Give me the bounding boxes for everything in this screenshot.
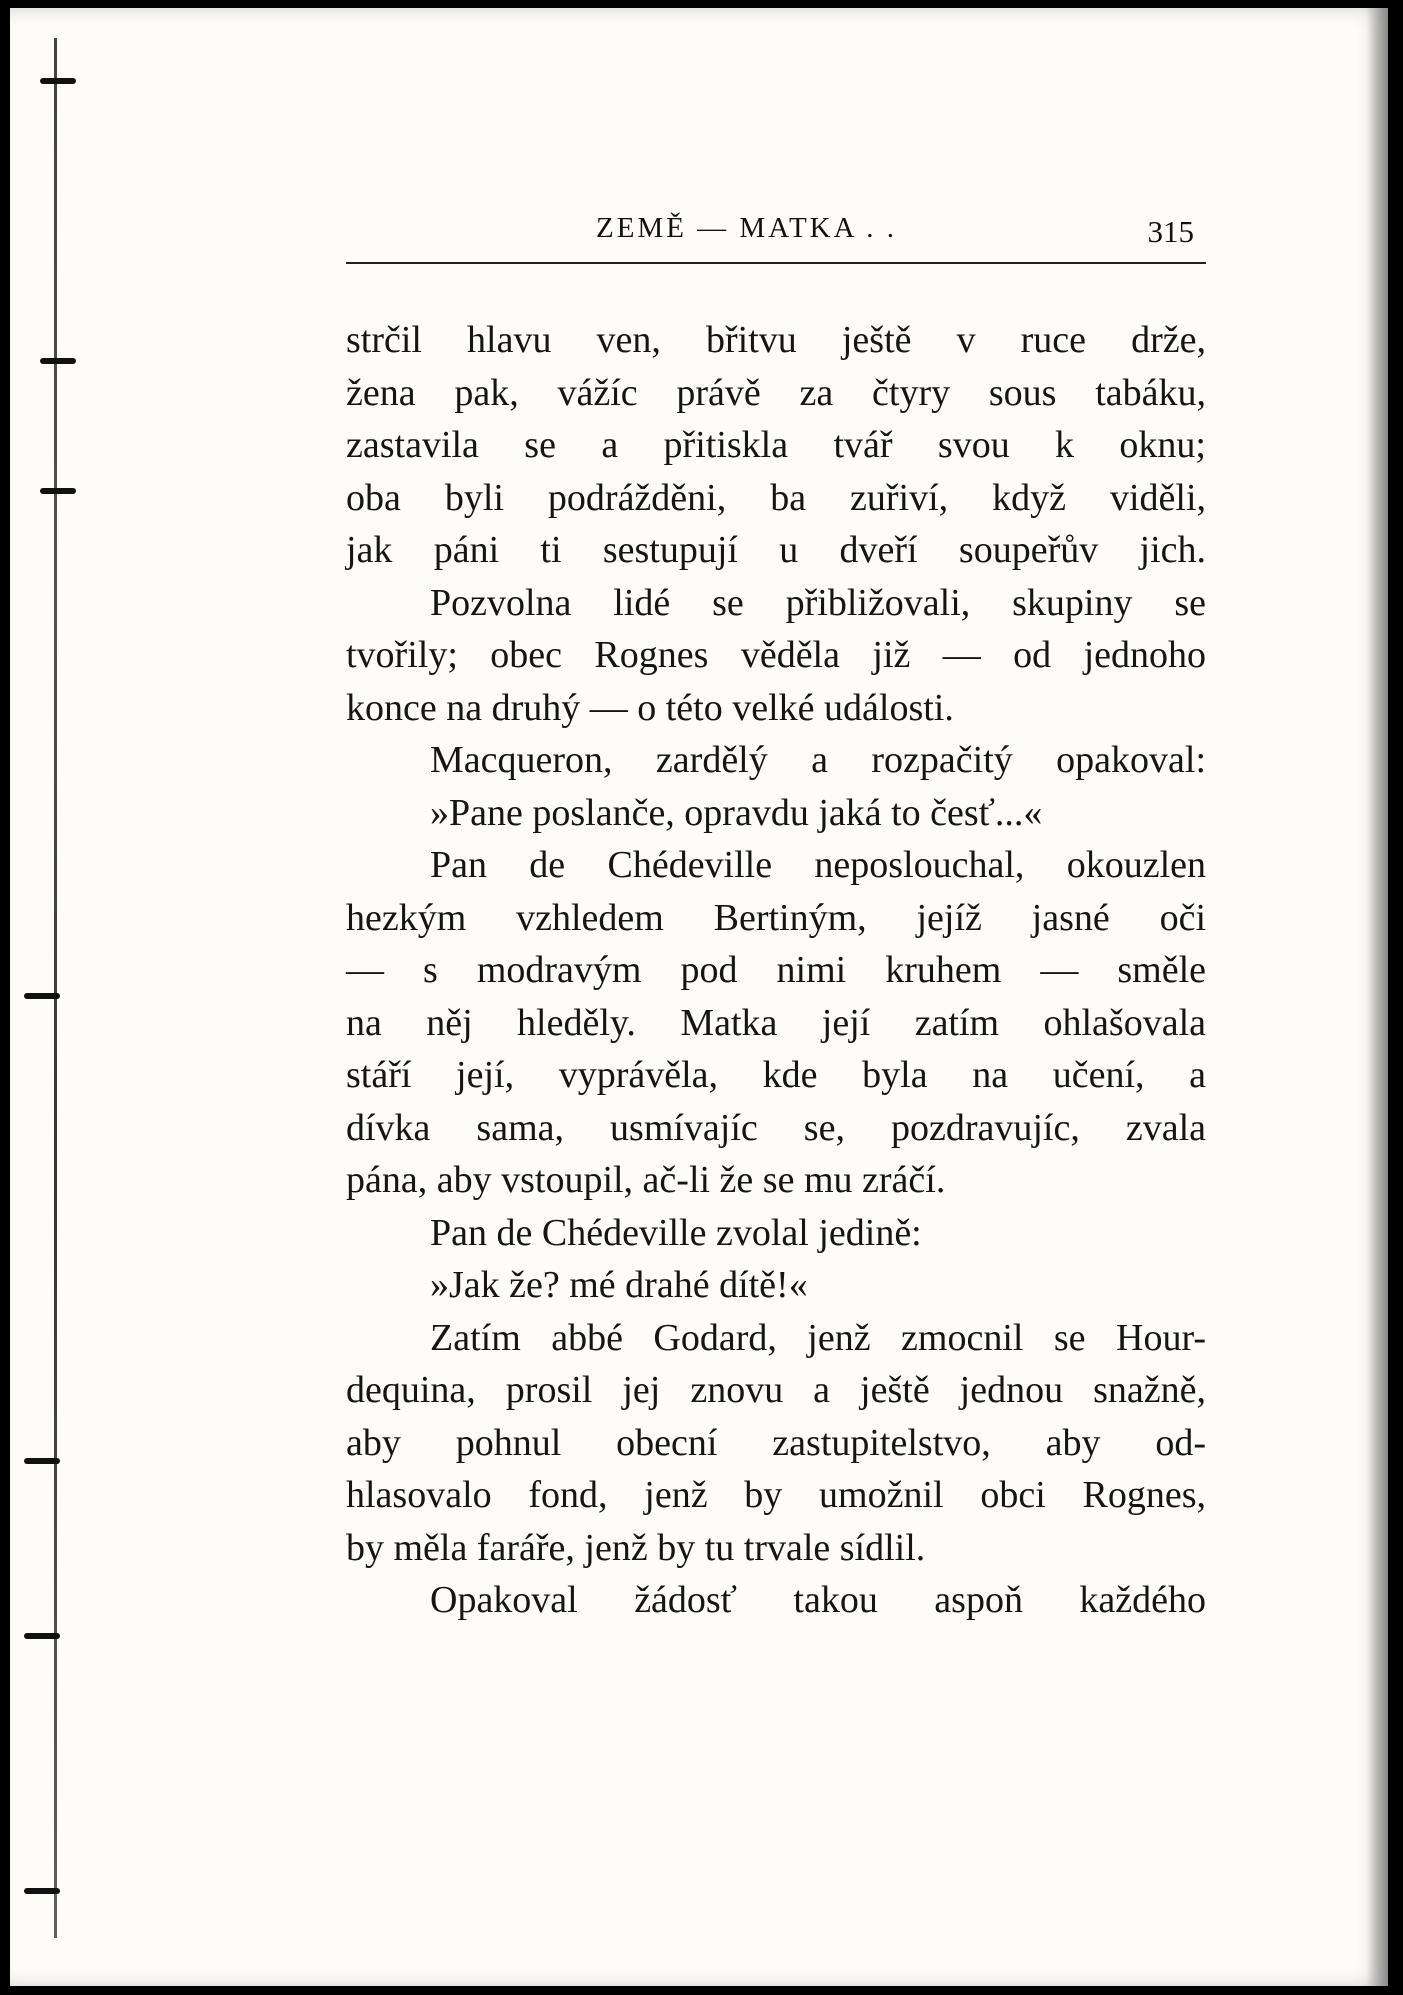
header-rule: [346, 262, 1206, 264]
text-line: hlasovalo fond, jenž by umožnil obci Rognes,: [346, 1474, 1206, 1516]
text-line: pána, aby vstoupil, ač-li že se mu zráčí.: [346, 1159, 946, 1201]
text-line: »Jak že? mé drahé dítě!«: [430, 1264, 808, 1306]
binding-mark: [24, 1633, 60, 1639]
binding-mark: [24, 993, 60, 999]
binding-mark: [40, 358, 76, 364]
text-line: dequina, prosil jej znovu a ještě jednou snažně,: [346, 1369, 1206, 1411]
text-line: tvořily; obec Rognes věděla již — od jednoho: [346, 634, 1206, 676]
text-line: Pan de Chédeville zvolal jedině:: [430, 1211, 922, 1254]
page-edge-shadow: [1366, 8, 1388, 1986]
running-title: ZEMĚ — MATKA . .: [596, 212, 897, 244]
text-line: Zatím abbé Godard, jenž zmocnil se Hour-: [430, 1316, 1206, 1359]
binding-mark: [40, 488, 76, 494]
text-line: Pozvolna lidé se přibližovali, skupiny se: [430, 581, 1206, 624]
book-page: [10, 8, 1388, 1986]
text-line: Macqueron, zardělý a rozpačitý opakoval:: [430, 739, 1206, 781]
binding-mark: [24, 1458, 60, 1464]
text-line: konce na druhý — o této velké události.: [346, 686, 954, 729]
text-line: žena pak, vážíc právě za čtyry sous tabáku,: [346, 371, 1206, 414]
running-header: [346, 204, 1206, 264]
binding-line: [54, 38, 57, 1938]
binding-mark: [40, 78, 76, 84]
text-line: stáří její, vyprávěla, kde byla na učení, a: [346, 1054, 1206, 1096]
text-line: dívka sama, usmívajíc se, pozdravujíc, zvala: [346, 1106, 1206, 1149]
text-line: oba byli podrážděni, ba zuřiví, když viděli,: [346, 476, 1206, 519]
text-line: by měla faráře, jenž by tu trvale sídlil.: [346, 1526, 926, 1569]
text-line: Opakoval žádosť takou aspoň každého: [430, 1579, 1206, 1621]
text-line: Pan de Chédeville neposlouchal, okouzlen: [430, 844, 1206, 886]
body-text: [346, 314, 1206, 1627]
text-line: »Pane poslanče, opravdu jaká to česť...«: [430, 791, 1043, 834]
text-line: hezkým vzhledem Bertiným, jejíž jasné oči: [346, 896, 1206, 939]
text-line: — s modravým pod nimi kruhem — směle: [346, 949, 1206, 991]
text-line: aby pohnul obecní zastupitelstvo, aby od-: [346, 1421, 1206, 1464]
text-line: jak páni ti sestupují u dveří soupeřův jich.: [346, 529, 1206, 571]
text-line: na něj hleděly. Matka její zatím ohlašovala: [346, 1001, 1206, 1044]
text-line: zastavila se a přitiskla tvář svou k oknu;: [346, 424, 1206, 466]
page-number: 315: [1147, 214, 1194, 249]
text-line: strčil hlavu ven, břitvu ještě v ruce drže,: [346, 319, 1206, 361]
binding-mark: [24, 1888, 60, 1894]
